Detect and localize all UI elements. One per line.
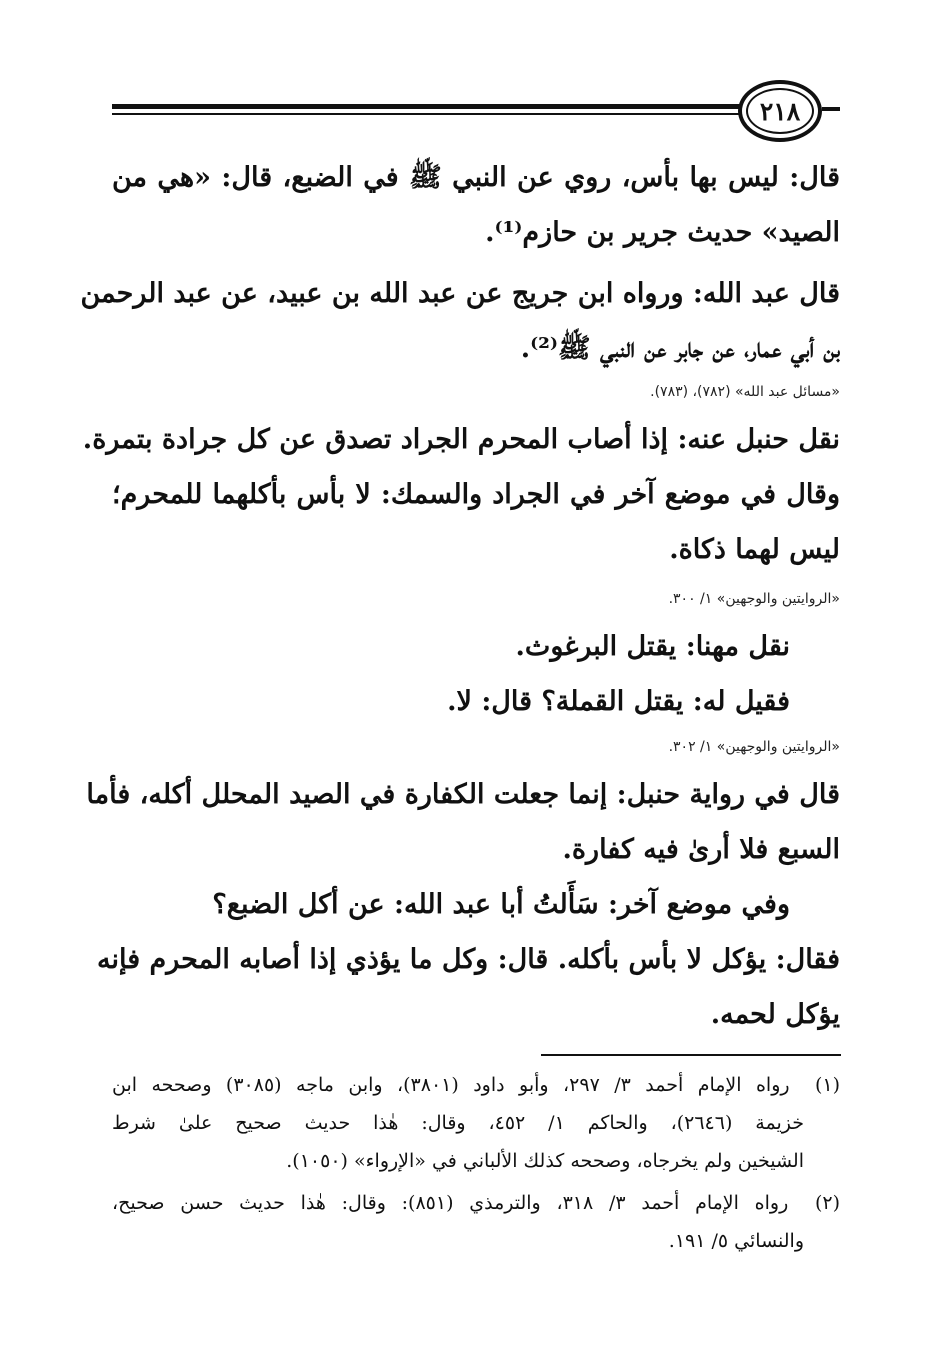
paragraph-7-line-1: قال في رواية حنبل: إنما جعلت الكفارة في الصيد المحلل أكله، فأما xyxy=(86,779,840,810)
paragraph-1-line-2: الصيد» حديث جرير بن حازم⁽¹⁾. xyxy=(485,217,840,248)
paragraph-2-line-2: بن أبي عمار، عن جابر عن النبي ﷺ⁽²⁾. xyxy=(520,333,840,364)
footnote-1-line-3: الشيخين ولم يخرجاه، وصححه كذلك الألباني في «الإرواء» (١٠٥٠). xyxy=(286,1150,804,1172)
footnote-2-text-1: رواه الإمام أحمد ٣/ ٣١٨، والترمذي (٨٥١): وقال: هٰذا حديث حسن صحيح، xyxy=(112,1192,789,1214)
source-citation-2: «الروايتين والوجهين» ١/ ٣٠٠. xyxy=(668,591,840,607)
footnote-1-number: (١) xyxy=(814,1074,840,1096)
main-text xyxy=(80,150,840,1042)
header-rule-tail xyxy=(822,107,840,111)
page-number: ٢١٨ xyxy=(759,96,801,126)
source-citation-3: «الروايتين والوجهين» ١/ ٣٠٢. xyxy=(668,739,840,755)
paragraph-4-line-2: ليس لهما ذكاة. xyxy=(669,534,840,565)
source-citation-1: «مسائل عبد الله» (٧٨٢)، (٧٨٣). xyxy=(650,384,840,400)
header-rule xyxy=(112,104,742,115)
paragraph-2-line-1: قال عبد الله: ورواه ابن جريج عن عبد الله بن عبيد، عن عبد الرحمن xyxy=(80,278,840,309)
footnote-2-line-2: والنسائي ٥/ ١٩١. xyxy=(668,1230,804,1252)
footnote-2-line-1 xyxy=(112,1184,840,1222)
footnote-1-line-2: خزيمة (٢٦٤٦)، والحاكم ١/ ٤٥٢، وقال: هٰذا حديث صحيح علىٰ شرط xyxy=(112,1112,804,1134)
footnotes xyxy=(112,1066,840,1260)
paragraph-7-line-2: السبع فلا أرىٰ فيه كفارة. xyxy=(562,834,840,865)
footnote-separator xyxy=(541,1054,841,1056)
paragraph-5: نقل مهنا: يقتل البرغوث. xyxy=(515,631,790,662)
paragraph-4-line-1: وقال في موضع آخر في الجراد والسمك: لا بأس بأكلهما للمحرم؛ xyxy=(112,479,840,510)
paragraph-8: وفي موضع آخر: سَأَلتُ أبا عبد الله: عن أكل الضبع؟ xyxy=(212,889,790,920)
paragraph-9-line-1: فقال: يؤكل لا بأس بأكله. قال: وكل ما يؤذي إذا أصابه المحرم فإنه xyxy=(97,944,840,975)
footnote-1-text-1: رواه الإمام أحمد ٣/ ٢٩٧، وأبو داود (٣٨٠١)، وابن ماجه (٣٠٨٥) وصححه ابن xyxy=(112,1074,790,1096)
paragraph-9-line-2: يؤكل لحمه. xyxy=(710,999,840,1030)
paragraph-1-line-1: قال: ليس بها بأس، روي عن النبي ﷺ في الضبع، قال: «هي من xyxy=(112,162,840,193)
footnote-1-line-1 xyxy=(112,1066,840,1104)
paragraph-3: نقل حنبل عنه: إذا أصاب المحرم الجراد تصدق عن كل جرادة بتمرة. xyxy=(82,424,840,455)
page-number-medallion xyxy=(738,80,822,142)
paragraph-6: فقيل له: يقتل القملة؟ قال: لا. xyxy=(447,686,790,717)
footnote-2-number: (٢) xyxy=(814,1192,840,1214)
